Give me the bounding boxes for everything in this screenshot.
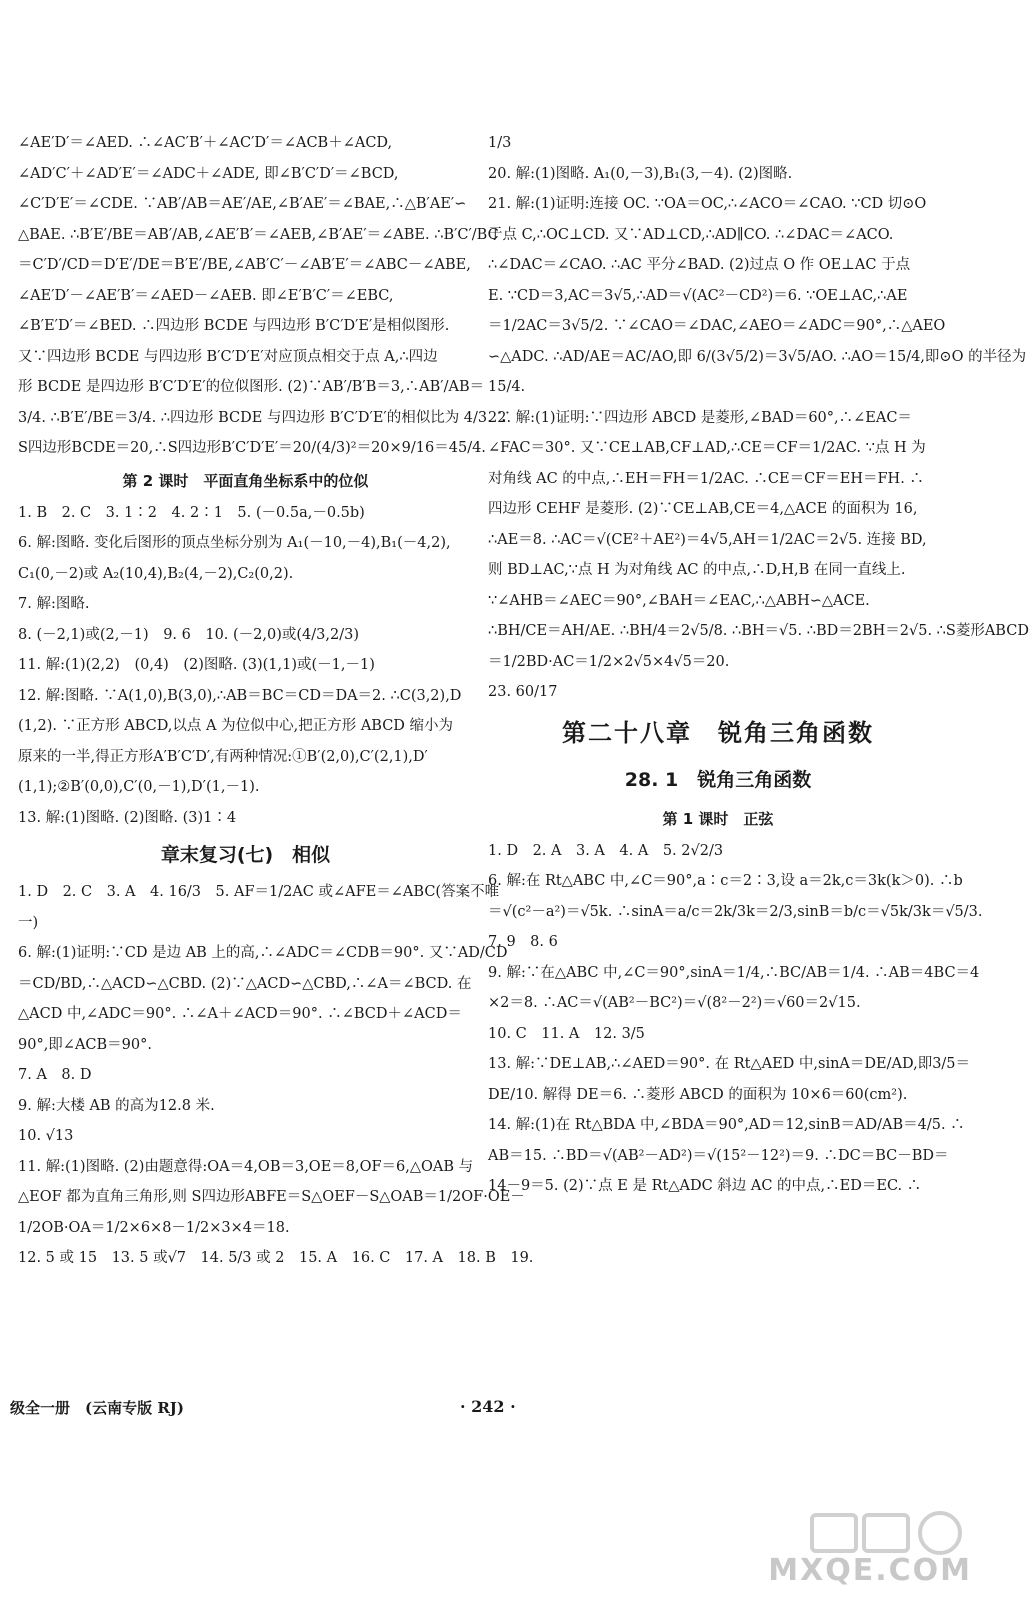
answer-line: 12. 5 或 15 13. 5 或√7 14. 5/3 或 2 15. A 16. C 17. A 18. B 19. [18, 1250, 534, 1266]
answer-line: DE/10. 解得 DE＝6. ∴菱形 ABCD 的面积为 10×6＝60(cm²). [488, 1086, 908, 1103]
lesson-heading: 第 2 课时 平面直角坐标系中的位似 [122, 471, 369, 490]
answer-line: 形 BCDE 是四边形 B′C′D′E′的位似图形. (2)∵AB′/B′B＝3,∴AB′/AB＝ [18, 379, 485, 395]
answer-line: 14. 解:(1)在 Rt△BDA 中,∠BDA＝90°,AD＝12,sinB＝AD/AB＝4/5. ∴ [488, 1117, 965, 1133]
answer-line: 6. 解:在 Rt△ABC 中,∠C＝90°,a∶c＝2∶3,设 a＝2k,c＝3k(k＞0). ∴b [488, 873, 963, 889]
answer-line: 13. 解:∵DE⊥AB,∴∠AED＝90°. 在 Rt△AED 中,sinA＝DE/AD,即3/5＝ [488, 1056, 971, 1072]
answer-line: 22. 解:(1)证明:∵四边形 ABCD 是菱形,∠BAD＝60°,∴∠EAC＝ [488, 409, 912, 426]
answer-line: △EOF 都为直角三角形,则 S四边形ABFE＝S△OEF－S△OAB＝1/2OF·OE－ [18, 1189, 525, 1205]
answer-line: ＝CD/BD,∴△ACD∽△CBD. (2)∵△ACD∽△CBD,∴∠A＝∠BCD. 在 [18, 975, 472, 992]
answer-line: 原来的一半,得正方形A′B′C′D′,有两种情况:①B′(2,0),C′(2,1),D′ [18, 748, 428, 765]
answer-line: ∠AE′D′＝∠AED. ∴∠AC′B′＋∠AC′D′＝∠ACB＋∠ACD, [18, 135, 393, 151]
answer-line: ＝C′D′/CD＝D′E′/DE＝B′E′/BE,∠AB′C′－∠AB′E′＝∠ABC－∠ABE, [18, 257, 471, 273]
answer-line: 11. 解:(1)(2,2) (0,4) (2)图略. (3)(1,1)或(－1,－1) [18, 657, 375, 673]
book-edition-footer: 级全一册 (云南专版 RJ) [10, 1399, 184, 1417]
answer-line: 7. 解:图略. [18, 596, 90, 612]
answer-line: E. ∵CD＝3,AC＝3√5,∴AD＝√(AC²－CD²)＝6. ∵OE⊥AC,∴AE [488, 287, 908, 304]
answer-line: ∴BH/CE＝AH/AE. ∴BH/4＝2√5/8. ∴BH＝√5. ∴BD＝2BH＝2√5. ∴S菱形ABCD [488, 623, 1029, 639]
answer-line: 1/3 [488, 135, 512, 151]
answer-line: 3/4. ∴B′E′/BE＝3/4. ∴四边形 BCDE 与四边形 B′C′D′E′的相似比为 4/3. ∵ [18, 409, 511, 426]
answer-line: 6. 解:(1)证明:∵CD 是边 AB 上的高,∴∠ADC＝∠CDB＝90°. 又∵AD/CD [18, 945, 508, 961]
answer-line: ∠C′D′E′＝∠CDE. ∵AB′/AB＝AE′/AE,∠B′AE′＝∠BAE,∴△B′AE′∽ [18, 196, 467, 212]
answer-line: 90°,即∠ACB＝90°. [18, 1036, 152, 1053]
answer-line: ＝√(c²－a²)＝√5k. ∴sinA＝a/c＝2k/3k＝2/3,sinB＝b/c＝√5k/3k＝√5/3. [488, 903, 983, 920]
answer-line: 21. 解:(1)证明:连接 OC. ∵OA＝OC,∴∠ACO＝∠CAO. ∵CD 切⊙O [488, 196, 927, 212]
right-column [488, 128, 1029, 1202]
answer-line: 1. D 2. A 3. A 4. A 5. 2√2/3 [488, 842, 724, 859]
answer-line: 1. B 2. C 3. 1∶2 4. 2∶1 5. (－0.5a,－0.5b) [18, 504, 365, 521]
answer-line: 7. A 8. D [18, 1067, 92, 1083]
section-heading: 28. 1 锐角三角函数 [624, 768, 812, 791]
lesson-heading: 第 1 课时 正弦 [662, 809, 774, 828]
answer-line: 11. 解:(1)图略. (2)由题意得:OA＝4,OB＝3,OE＝8,OF＝6,△OAB 与 [18, 1158, 474, 1175]
answer-line: ＝1/2BD·AC＝1/2×2√5×4√5＝20. [488, 653, 730, 670]
answer-line: 9. 解:大楼 AB 的高为12.8 米. [18, 1097, 215, 1114]
answer-line: C₁(0,－2)或 A₂(10,4),B₂(4,－2),C₂(0,2). [18, 565, 294, 582]
answer-line: ＝1/2AC＝3√5/2. ∵∠CAO＝∠DAC,∠AEO＝∠ADC＝90°,∴△AEO [488, 318, 946, 334]
watermark-logo [768, 1507, 982, 1592]
section-heading: 章末复习(七) 相似 [160, 844, 331, 866]
answer-line: ∴AE＝8. ∴AC＝√(CE²＋AE²)＝4√5,AH＝1/2AC＝2√5. 连接 BD, [488, 531, 927, 548]
answer-line: 1/2OB·OA＝1/2×6×8－1/2×3×4＝18. [18, 1219, 290, 1236]
answer-line: 14－9＝5. (2)∵点 E 是 Rt△ADC 斜边 AC 的中点,∴ED＝EC. ∴ [488, 1178, 922, 1194]
answer-line: 于点 C,∴OC⊥CD. 又∵AD⊥CD,∴AD∥CO. ∴∠DAC＝∠ACO. [488, 226, 894, 243]
answer-line: 9. 解:∵在△ABC 中,∠C＝90°,sinA＝1/4,∴BC/AB＝1/4. ∴AB＝4BC＝4 [488, 964, 980, 981]
answer-line: S四边形BCDE＝20,∴S四边形B′C′D′E′＝20/(4/3)²＝20×9/16＝45/4. [18, 440, 486, 456]
answer-line: 则 BD⊥AC,∵点 H 为对角线 AC 的中点,∴D,H,B 在同一直线上. [488, 562, 906, 578]
answer-line: 10. √13 [18, 1128, 74, 1144]
answer-line: ∵∠AHB＝∠AEC＝90°,∠BAH＝∠EAC,∴△ABH∽△ACE. [488, 592, 870, 609]
answer-line: 13. 解:(1)图略. (2)图略. (3)1∶4 [18, 809, 237, 826]
answer-line: AB＝15. ∴BD＝√(AB²－AD²)＝√(15²－12²)＝9. ∴DC＝BC－BD＝ [488, 1147, 949, 1164]
answer-line: △BAE. ∴B′E′/BE＝AB′/AB,∠AE′B′＝∠AEB,∠B′AE′＝∠ABE. ∴B′C′/BC [18, 226, 499, 243]
answer-line: 1. D 2. C 3. A 4. 16/3 5. AF＝1/2AC 或∠AFE＝∠ABC(答案不唯 [18, 884, 500, 900]
answer-line: 12. 解:图略. ∵A(1,0),B(3,0),∴AB＝BC＝CD＝DA＝2. ∴C(3,2),D [18, 687, 462, 704]
answer-line: 6. 解:图略. 变化后图形的顶点坐标分别为 A₁(－10,－4),B₁(－4,2), [18, 535, 451, 551]
answer-line: ∠FAC＝30°. 又∵CE⊥AB,CF⊥AD,∴CE＝CF＝1/2AC. ∵点 H 为 [488, 440, 926, 456]
chapter-heading: 第二十八章 锐角三角函数 [562, 718, 874, 747]
answer-line: 对角线 AC 的中点,∴EH＝FH＝1/2AC. ∴CE＝CF＝EH＝FH. ∴ [488, 470, 924, 487]
answer-line: 10. C 11. A 12. 3/5 [488, 1025, 645, 1042]
answer-line: ∠AD′C′＋∠AD′E′＝∠ADC＋∠ADE, 即∠B′C′D′＝∠BCD, [18, 165, 399, 182]
answer-line: 7. 9 8. 6 [488, 934, 558, 950]
answer-line: 四边形 CEHF 是菱形. (2)∵CE⊥AB,CE＝4,△ACE 的面积为 16, [488, 501, 918, 517]
answer-line: ∠AE′D′－∠AE′B′＝∠AED－∠AEB. 即∠E′B′C′＝∠EBC, [18, 287, 394, 304]
answer-line: 15/4. [488, 379, 526, 395]
answer-line: 8. (－2,1)或(2,－1) 9. 6 10. (－2,0)或(4/3,2/3) [18, 626, 359, 643]
answer-line: 20. 解:(1)图略. A₁(0,－3),B₁(3,－4). (2)图略. [488, 165, 793, 182]
answer-line: 23. 60/17 [488, 684, 558, 700]
answer-line: 一) [18, 914, 39, 931]
answer-line: △ACD 中,∠ADC＝90°. ∴∠A＋∠ACD＝90°. ∴∠BCD＋∠ACD＝ [18, 1006, 462, 1022]
watermark-text: MXQE.COM [768, 1553, 972, 1588]
answer-line: (1,2). ∵正方形 ABCD,以点 A 为位似中心,把正方形 ABCD 缩小为 [18, 718, 454, 734]
answer-line: ∽△ADC. ∴AD/AE＝AC/AO,即 6/(3√5/2)＝3√5/AO. ∴AO＝15/4,即⊙O 的半径为 [488, 348, 1027, 365]
answer-line: ×2＝8. ∴AC＝√(AB²－BC²)＝√(8²－2²)＝√60＝2√15. [488, 995, 861, 1011]
answer-line: 又∵四边形 BCDE 与四边形 B′C′D′E′对应顶点相交于点 A,∴四边 [18, 348, 438, 365]
answer-line: ∠B′E′D′＝∠BED. ∴四边形 BCDE 与四边形 B′C′D′E′是相似图形. [18, 318, 450, 334]
answer-line: (1,1);②B′(0,0),C′(0,－1),D′(1,－1). [18, 779, 260, 795]
answer-line: ∴∠DAC＝∠CAO. ∴AC 平分∠BAD. (2)过点 O 作 OE⊥AC 于点 [488, 257, 911, 273]
page-number: · 242 · [460, 1397, 516, 1416]
